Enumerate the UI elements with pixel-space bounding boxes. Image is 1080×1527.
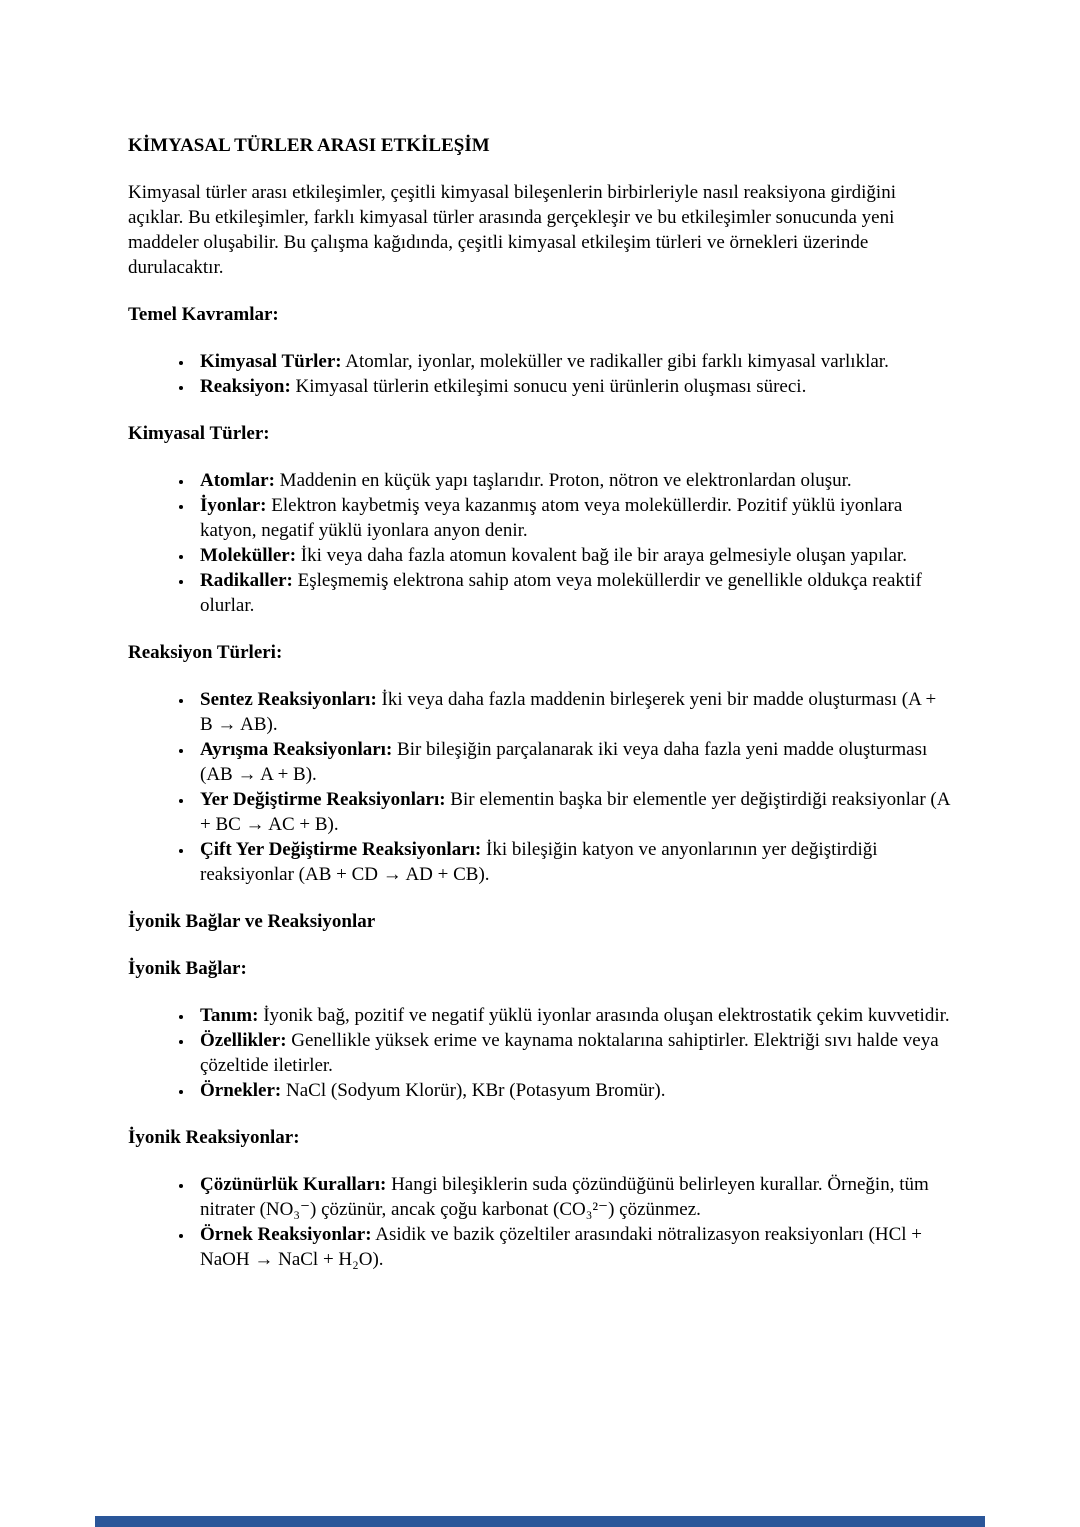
bullet-item [194,374,952,399]
bullet-item [194,1172,952,1222]
bullet-text: İki veya daha fazla maddenin birleşerek yeni bir madde oluşturması (A + B → AB). [200,689,937,735]
bullet-label: Yer Değiştirme Reaksiyonları: [200,789,446,810]
bullet-text: İki bileşiğin katyon ve anyonlarının yer değiştirdiği reaksiyonlar (AB + CD → AD + CB). [200,839,878,885]
bullet-item [194,468,952,493]
bullet-label: İyonlar: [200,495,267,516]
bullet-label: Moleküller: [200,545,297,566]
bullet-text: Maddenin en küçük yapı taşlarıdır. Proton, nötron ve elektronlardan oluşur. [274,470,852,491]
section-heading: İyonik Bağlar ve Reaksiyonlar [128,911,376,932]
bullet-label: Kimyasal Türler: [200,351,342,372]
bottom-bar [95,1516,985,1527]
bullet-item [194,687,952,737]
bullet-label: Çözünürlük Kuralları: [200,1174,387,1195]
bullet-item [194,1222,952,1272]
bullet-list [128,468,952,618]
bullet-label: Sentez Reaksiyonları: [200,689,377,710]
bullet-text: Asidik ve bazik çözeltiler arasındaki nötralizasyon reaksiyonları (HCl + NaOH → NaCl + H₂O). [200,1224,922,1270]
bullet-text: Bir bileşiğin parçalanarak iki veya daha fazla yeni madde oluşturması (AB → A + B). [200,739,928,785]
document-sections [128,302,952,1272]
bullet-item [194,737,952,787]
bullet-item [194,349,952,374]
bullet-item [194,787,952,837]
bullet-list [128,1003,952,1103]
bullet-label: Atomlar: [200,470,275,491]
bullet-text: İyonik bağ, pozitif ve negatif yüklü iyonlar arasında oluşan elektrostatik çekim kuvvetidir. [258,1005,950,1026]
bullet-text: İki veya daha fazla atomun kovalent bağ ile bir araya gelmesiyle oluşan yapılar. [296,545,907,566]
section-heading: Kimyasal Türler: [128,423,270,444]
intro-paragraph: Kimyasal türler arası etkileşimler, çeşitli kimyasal bileşenlerin birbirleriyle nasıl reaksiyona girdiğini açıklar. Bu etkileşimler, farklı kimyasal türler arasında gerçekleşir ve bu etkileşimler sonucunda yeni maddeler oluşabilir. Bu çalışma kağıdında, çeşitli kimyasal etkileşim türleri ve örnekleri üzerinde durulacaktır. [128,182,896,278]
bullet-label: Özellikler: [200,1030,287,1051]
bullet-text: Bir elementin başka bir elementle yer değiştirdiği reaksiyonlar (A + BC → AC + B). [200,789,950,835]
bullet-label: Tanım: [200,1005,259,1026]
bullet-item [194,1003,952,1028]
section-heading: Reaksiyon Türleri: [128,642,283,663]
bullet-label: Örnekler: [200,1080,282,1101]
bullet-text: Elektron kaybetmiş veya kazanmış atom veya moleküllerdir. Pozitif yüklü iyonlara katyon, negatif yüklü iyonlara anyon denir. [200,495,903,541]
bullet-item [194,1028,952,1078]
bullet-label: Örnek Reaksiyonlar: [200,1224,372,1245]
section-heading: İyonik Reaksiyonlar: [128,1127,300,1148]
document-page [128,133,952,1294]
bullet-text: Eşleşmemiş elektrona sahip atom veya moleküllerdir ve genellikle oldukça reaktif olurlar. [200,570,922,616]
bullet-text: NaCl (Sodyum Klorür), KBr (Potasyum Bromür). [281,1080,666,1101]
bullet-list [128,1172,952,1272]
bullet-item [194,1078,952,1103]
bullet-text: Kimyasal türlerin etkileşimi sonucu yeni ürünlerin oluşması süreci. [290,376,807,397]
bullet-text: Hangi bileşiklerin suda çözündüğünü belirleyen kurallar. Örneğin, tüm nitrater (NO₃⁻) çözünür, ancak çoğu karbonat (CO₃²⁻) çözünmez. [200,1174,929,1220]
bullet-item [194,837,952,887]
bullet-text: Atomlar, iyonlar, moleküller ve radikaller gibi farklı kimyasal varlıklar. [341,351,889,372]
section-heading: Temel Kavramlar: [128,304,279,325]
bullet-item [194,543,952,568]
page-title: KİMYASAL TÜRLER ARASI ETKİLEŞİM [128,135,490,156]
bullet-list [128,687,952,887]
bullet-label: Çift Yer Değiştirme Reaksiyonları: [200,839,482,860]
bullet-text: Genellikle yüksek erime ve kaynama noktalarına sahiptirler. Elektriği sıvı halde veya çözeltide iletirler. [200,1030,939,1076]
bullet-list [128,349,952,399]
bullet-label: Radikaller: [200,570,293,591]
bullet-item [194,568,952,618]
section-heading: İyonik Bağlar: [128,958,247,979]
bullet-item [194,493,952,543]
bullet-label: Ayrışma Reaksiyonları: [200,739,393,760]
bullet-label: Reaksiyon: [200,376,291,397]
